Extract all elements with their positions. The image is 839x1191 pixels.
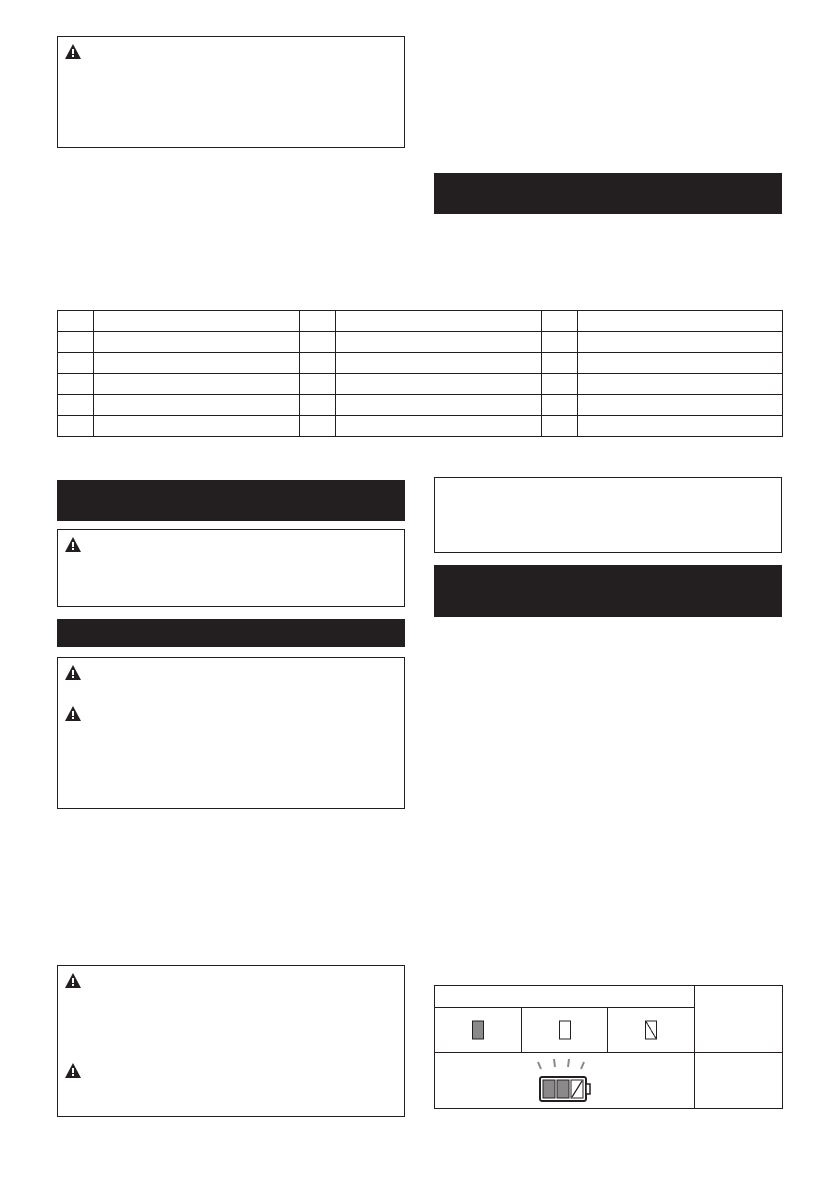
note-box: [434, 477, 782, 553]
warning-box-4: [57, 965, 405, 1117]
warning-box-3: [57, 657, 405, 809]
section-header-bar-4: [434, 565, 782, 617]
warning-triangle-icon: [65, 537, 81, 552]
warning-triangle-icon: [65, 973, 81, 988]
warning-box-1: [57, 36, 405, 148]
section-header-bar-1: [434, 173, 782, 214]
battery-lamp-off-icon: [559, 1021, 571, 1040]
battery-indicator-table: [434, 985, 783, 1109]
parts-table: [57, 310, 783, 437]
table-row: [435, 1053, 783, 1109]
battery-lamp-blinking-icon: [645, 1021, 657, 1040]
section-header-bar-2: [57, 480, 405, 521]
table-row: [435, 986, 783, 1008]
section-header-bar-3: [57, 619, 405, 647]
warning-triangle-icon: [65, 665, 81, 680]
table-row: [58, 395, 783, 416]
warning-triangle-icon: [65, 1063, 81, 1078]
table-row: [58, 416, 783, 437]
table-row: [58, 332, 783, 353]
table-row: [58, 311, 783, 332]
battery-blinking-indicator-icon: [533, 1057, 597, 1105]
warning-box-2: [57, 529, 405, 607]
table-row: [58, 353, 783, 374]
warning-triangle-icon: [65, 706, 81, 721]
warning-triangle-icon: [65, 44, 81, 59]
table-row: [58, 374, 783, 395]
battery-lamp-on-icon: [472, 1021, 484, 1040]
